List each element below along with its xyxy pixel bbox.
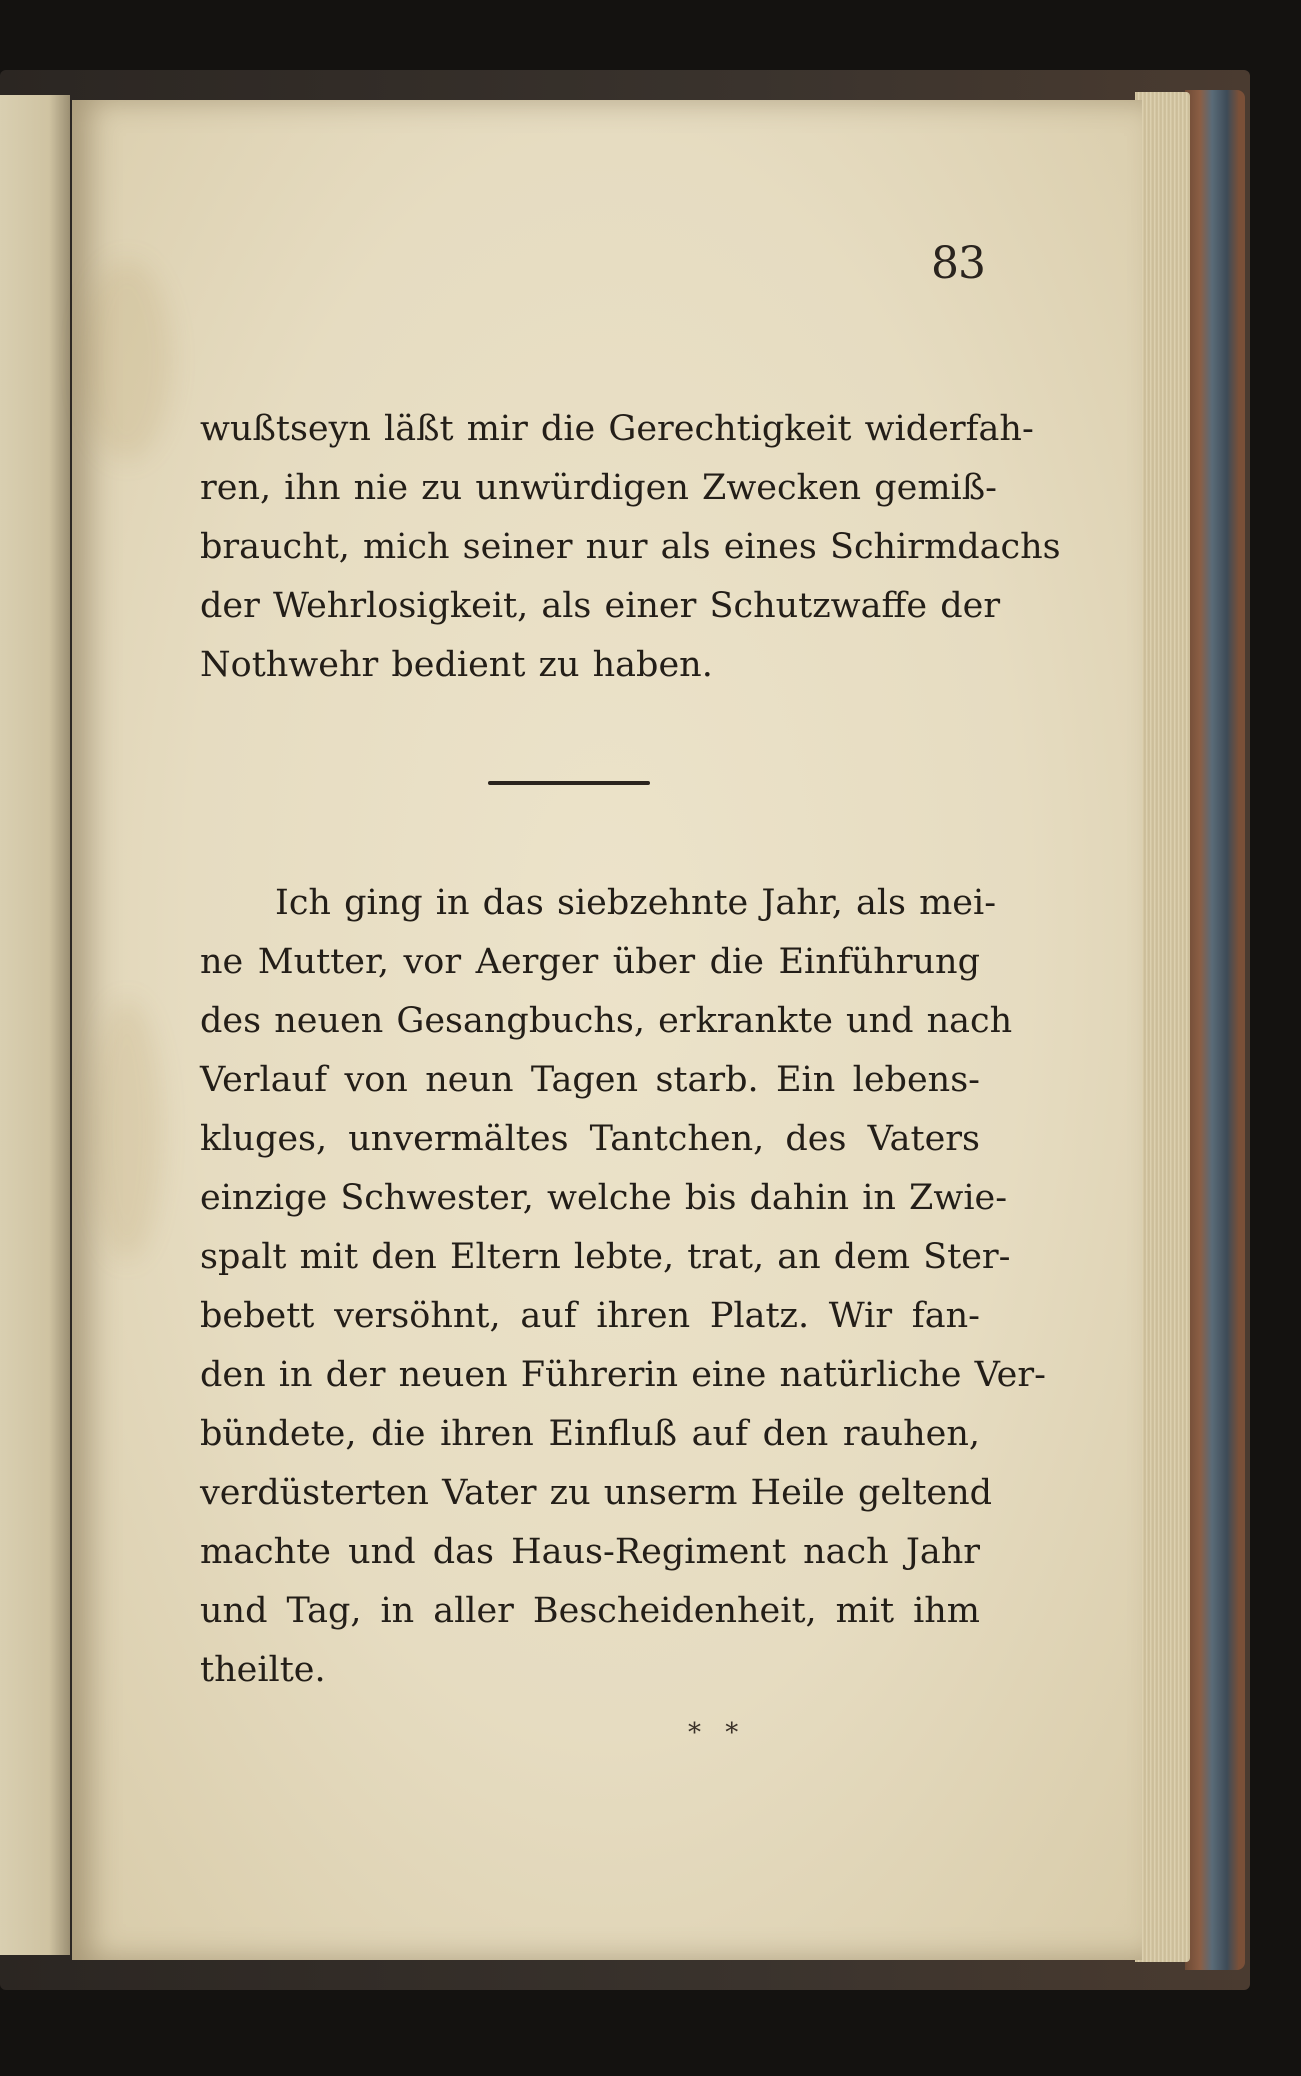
text-line: des neuen Gesangbuchs, erkrankte und nach [200, 1001, 1013, 1041]
facing-page-edge [0, 95, 70, 1955]
text-line: und Tag, in aller Bescheidenheit, mit ihm [200, 1591, 980, 1631]
text-line: einzige Schwester, welche bis dahin in Zwie- [200, 1178, 1008, 1218]
text-line: Nothwehr bedient zu haben. [200, 645, 713, 685]
text-line: bündete, die ihren Einfluß auf den rauhen, [200, 1414, 980, 1454]
text-line: ren, ihn nie zu unwürdigen Zwecken gemiß- [200, 468, 997, 508]
text-line: verdüsterten Vater zu unserm Heile geltend [200, 1473, 993, 1513]
page-number: 83 [931, 238, 985, 289]
section-divider-rule [488, 781, 650, 785]
book-cover-edge [1185, 90, 1245, 1970]
paragraph [200, 874, 1046, 1700]
text-line: machte und das Haus-Regiment nach Jahr [200, 1532, 980, 1572]
text-line: kluges, unvermältes Tantchen, des Vaters [200, 1119, 980, 1159]
text-line: braucht, mich seiner nur als eines Schirmdachs [200, 527, 1061, 567]
text-line: Ich ging in das siebzehnte Jahr, als mei- [275, 883, 997, 923]
text-line: Verlauf von neun Tagen starb. Ein lebens- [200, 1060, 980, 1100]
text-line: den in der neuen Führerin eine natürliche Ver- [200, 1355, 1046, 1395]
text-line: der Wehrlosigkeit, als einer Schutzwaffe der [200, 586, 1001, 626]
page-stain [82, 260, 172, 460]
page-block-edges [1135, 92, 1190, 1962]
text-line: spalt mit den Eltern lebte, trat, an dem Ster- [200, 1237, 1011, 1277]
text-line: wußtseyn läßt mir die Gerechtigkeit widerfah- [200, 409, 1034, 449]
signature-mark: * * [688, 1718, 747, 1748]
paragraph-continued [200, 400, 1061, 695]
text-line: theilte. [200, 1650, 326, 1690]
text-line: bebett versöhnt, auf ihren Platz. Wir fan- [200, 1296, 980, 1336]
text-line: ne Mutter, vor Aerger über die Einführung [200, 942, 980, 982]
page-stain [92, 1000, 162, 1260]
